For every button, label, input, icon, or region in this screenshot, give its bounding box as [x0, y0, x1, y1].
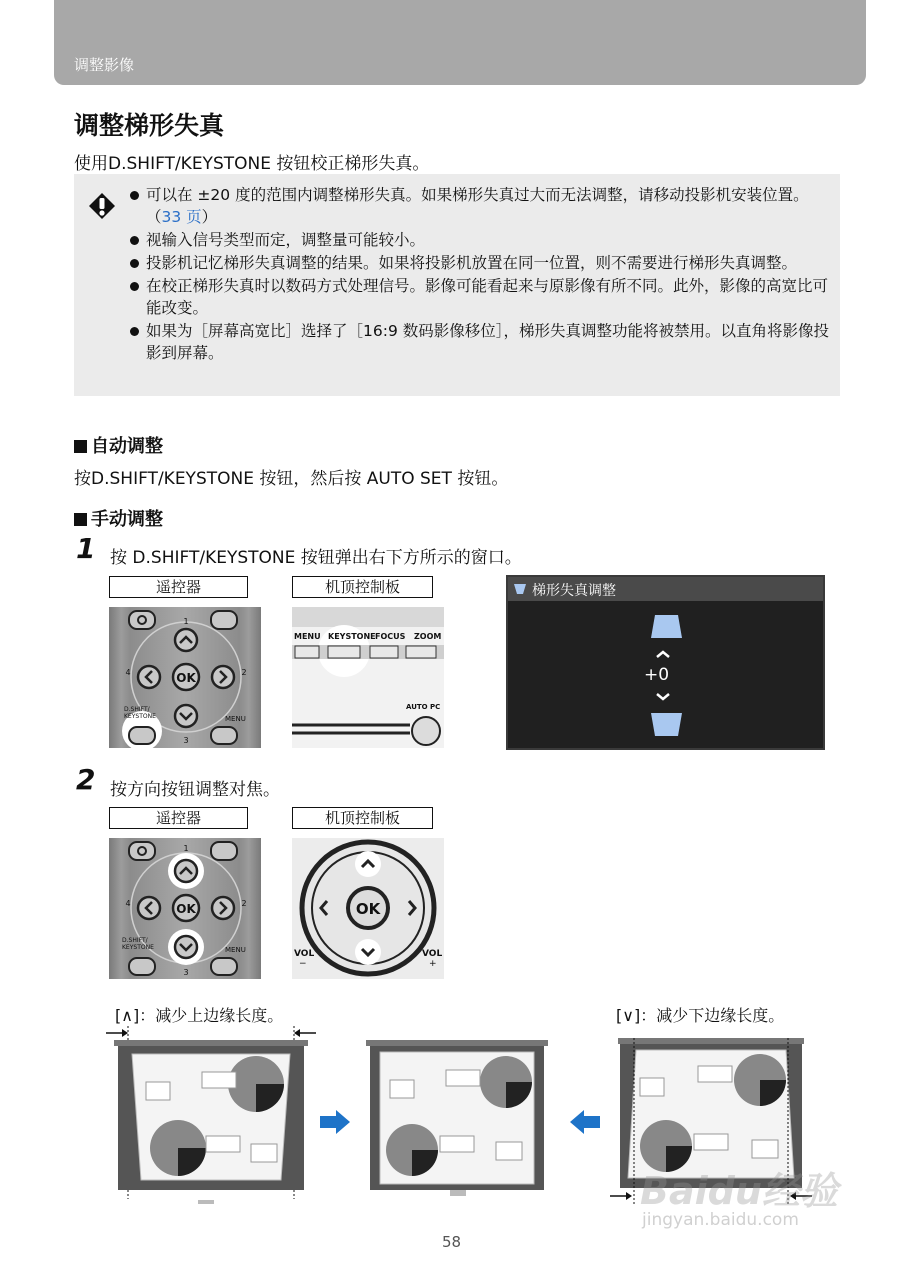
up-edge-label: [∧]：减少上边缘长度。: [115, 1006, 284, 1025]
note-box: [74, 174, 840, 396]
svg-text:FOCUS: FOCUS: [375, 632, 406, 641]
down-edge-label: [∨]：减少下边缘长度。: [616, 1006, 785, 1025]
manual-heading: 手动调整: [74, 505, 163, 531]
svg-text:3: 3: [183, 736, 189, 745]
intro-text: 使用D.SHIFT/KEYSTONE 按钮校正梯形失真。: [74, 154, 430, 174]
remote-ok-label: OK: [176, 671, 196, 685]
page-link[interactable]: 33 页: [161, 208, 202, 226]
step-1-number: 1: [76, 532, 96, 565]
control-panel-label-2: 机顶控制板: [292, 807, 433, 829]
control-panel-label: 机顶控制板: [292, 576, 433, 598]
keystone-osd-window: [506, 575, 825, 750]
remote-label-2: 遥控器: [109, 807, 248, 829]
note-item: 投影机记忆梯形失真调整的结果。如果将投影机放置在同一位置，则不需要进行梯形失真调整。: [130, 252, 830, 274]
remote-illustration-2: [109, 838, 261, 979]
svg-text:−: −: [299, 959, 307, 969]
svg-text:AUTO PC: AUTO PC: [406, 703, 441, 711]
caution-icon: [88, 192, 116, 220]
svg-text:KEYSTONE: KEYSTONE: [328, 632, 376, 641]
keystone-icon: [514, 583, 526, 595]
svg-text:VOL: VOL: [422, 949, 443, 959]
svg-text:D.SHIFT/: D.SHIFT/: [122, 937, 148, 944]
watermark-logo: Baidu经验: [640, 1169, 838, 1213]
svg-text:D.SHIFT/: D.SHIFT/: [124, 706, 150, 713]
osd-value: +0: [644, 665, 670, 685]
svg-text:OK: OK: [176, 902, 196, 916]
dpad-illustration: [292, 838, 444, 979]
svg-text:VOL: VOL: [294, 949, 315, 959]
keystone-top-shape: [651, 615, 682, 638]
note-item: 在校正梯形失真时以数码方式处理信号。影像可能看起来与原影像有所不同。此外，影像的高宽比可能改变。: [130, 275, 830, 319]
svg-text:2: 2: [241, 668, 247, 677]
note-item: 如果为［屏幕高宽比］选择了［16:9 数码影像移位］，梯形失真调整功能将被禁用。以直角将影像投影到屏幕。: [130, 320, 830, 364]
step-2-number: 2: [76, 763, 96, 796]
svg-text:OK: OK: [355, 900, 381, 918]
note-item: 视输入信号类型而定，调整量可能较小。: [130, 229, 830, 251]
svg-text:2: 2: [241, 899, 247, 908]
up-arrow-icon: [657, 652, 669, 657]
svg-text:KEYSTONE: KEYSTONE: [124, 713, 156, 720]
step-2-text: 按方向按钮调整对焦。: [110, 780, 280, 800]
section-title: 调整影像: [74, 56, 135, 74]
control-panel-illustration: [292, 607, 444, 748]
note-item: 可以在 ±20 度的范围内调整梯形失真。如果梯形失真过大而无法调整，请移动投影机安装位置。（33 页）: [130, 184, 830, 228]
note-list: [130, 184, 830, 365]
right-arrow-icon: [320, 1110, 350, 1134]
auto-heading: 自动调整: [74, 432, 163, 458]
svg-text:4: 4: [125, 668, 131, 677]
svg-text:3: 3: [183, 968, 189, 977]
svg-text:1: 1: [183, 844, 189, 853]
svg-text:MENU: MENU: [294, 632, 321, 641]
left-arrow-icon: [570, 1110, 600, 1134]
page-number: 58: [441, 1233, 462, 1251]
remote-label: 遥控器: [109, 576, 248, 598]
svg-text:MENU: MENU: [225, 946, 246, 954]
step-1-text: 按 D.SHIFT/KEYSTONE 按钮弹出右下方所示的窗口。: [110, 548, 522, 568]
osd-title: 梯形失真调整: [532, 583, 616, 599]
screen-normal: [360, 1038, 554, 1198]
watermark-url: jingyan.baidu.com: [642, 1210, 799, 1230]
svg-text:1: 1: [183, 617, 189, 626]
svg-text:ZOOM: ZOOM: [414, 632, 442, 641]
svg-text:4: 4: [125, 899, 131, 908]
svg-text:+: +: [429, 959, 437, 969]
page-title: 调整梯形失真: [74, 111, 225, 140]
down-arrow-icon: [657, 694, 669, 699]
screen-up-reduced: [106, 1024, 316, 1204]
keystone-bottom-shape: [651, 713, 682, 736]
header-bar: [54, 0, 866, 85]
remote-illustration-1: [109, 607, 261, 748]
watermark: [640, 1160, 838, 1230]
auto-text: 按D.SHIFT/KEYSTONE 按钮，然后按 AUTO SET 按钮。: [74, 469, 509, 489]
svg-text:KEYSTONE: KEYSTONE: [122, 944, 154, 951]
svg-text:MENU: MENU: [225, 715, 246, 723]
